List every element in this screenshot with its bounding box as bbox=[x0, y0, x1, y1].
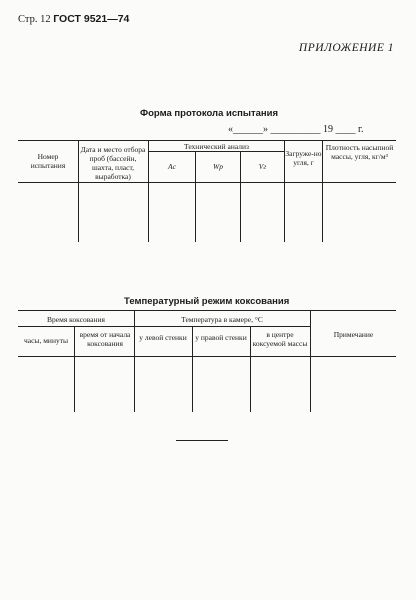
table-rule bbox=[148, 140, 149, 242]
table-rule bbox=[18, 182, 396, 183]
col-center: в центре коксуемой массы bbox=[252, 330, 308, 348]
date-line: «______» __________ 19 ____ г. bbox=[228, 124, 364, 135]
table-rule bbox=[134, 326, 310, 327]
table-rule bbox=[18, 140, 396, 141]
table-rule bbox=[74, 326, 75, 412]
standard-code: ГОСТ 9521—74 bbox=[53, 13, 130, 25]
table-rule bbox=[134, 310, 135, 412]
col-note: Примечание bbox=[333, 330, 374, 339]
col-loading: Загруже-но угля, г bbox=[285, 149, 322, 167]
col-date-place: Дата и место отбора проб (бассейн, шахта, пласт, выработка) bbox=[80, 145, 146, 181]
col-left-wall: у левой стенки bbox=[139, 333, 187, 342]
page-number: Стр. 12 bbox=[18, 14, 51, 25]
col-number: Номер испытания bbox=[30, 152, 66, 170]
col-temperature: Температура в камере, °С bbox=[181, 315, 263, 324]
col-hours: часы, минуты bbox=[23, 336, 69, 345]
col-right-wall: у правой стенки bbox=[195, 333, 247, 342]
page-header bbox=[18, 13, 129, 25]
table-rule bbox=[310, 310, 311, 412]
coking-title: Температурный режим коксования bbox=[124, 296, 290, 307]
table-rule bbox=[18, 326, 134, 327]
col-ash: Ac bbox=[168, 162, 176, 171]
appendix-label: ПРИЛОЖЕНИЕ 1 bbox=[298, 42, 394, 54]
col-since-start: время от начала коксования bbox=[79, 330, 131, 348]
col-time: Время коксования bbox=[47, 315, 105, 324]
protocol-title: Форма протокола испытания bbox=[140, 108, 279, 119]
col-moisture: Wр bbox=[213, 162, 223, 171]
table-rule bbox=[148, 151, 284, 152]
col-density: Плотность насыпной массы, угля, кг/м³ bbox=[325, 143, 394, 161]
end-separator bbox=[176, 440, 228, 441]
col-tech-analysis: Технический анализ bbox=[184, 142, 249, 151]
col-volatiles: Vг bbox=[258, 162, 267, 171]
table-rule bbox=[18, 310, 396, 311]
